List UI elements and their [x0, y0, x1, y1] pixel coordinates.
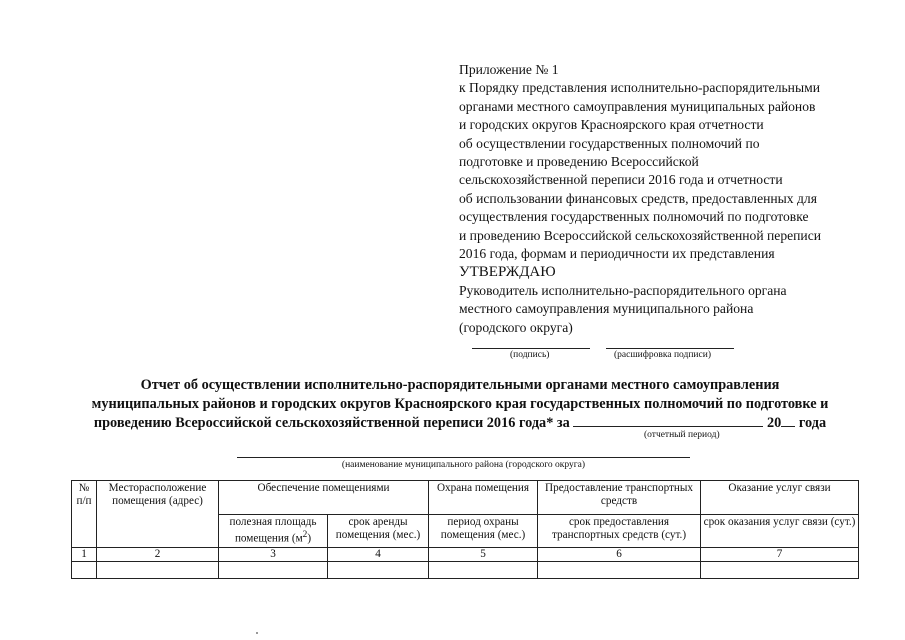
header-security: Охрана помещения: [429, 481, 538, 515]
subheader-area-text: полезная площадь помещения (м: [229, 516, 317, 545]
subheader-transport-term: срок предоставления транспортных средств (сут.): [538, 515, 701, 548]
column-number: 7: [701, 547, 859, 561]
municipality-field[interactable]: [237, 457, 690, 458]
table-row: [72, 561, 859, 578]
scan-speck: [256, 632, 258, 634]
annex-line: и городских округов Красноярского края отчетности: [459, 117, 764, 133]
municipality-caption: (наименование муниципального района (городского округа): [341, 460, 586, 470]
subheader-area-sup: 2: [302, 530, 308, 540]
reporting-period-field[interactable]: [573, 413, 763, 427]
table-cell[interactable]: [219, 561, 328, 578]
annex-line: об осуществлении государственных полномочий по: [459, 135, 760, 151]
column-number: 5: [429, 547, 538, 561]
table-cell[interactable]: [72, 561, 97, 578]
annex-line: органами местного самоуправления муниципальных районов: [459, 98, 816, 114]
subheader-area-end: ): [307, 532, 312, 545]
annex-line: и проведению Всероссийской сельскохозяйственной переписи: [459, 227, 822, 243]
annex-line: подготовке и проведению Всероссийской: [459, 154, 699, 170]
approval-line: Руководитель исполнительно-распорядительного органа: [459, 283, 787, 298]
decipher-caption: (расшифровка подписи): [614, 350, 711, 360]
year-prefix: 20: [766, 415, 782, 431]
annex-line: 2016 года, формам и периодичности их представления: [459, 246, 775, 262]
header-num: № п/п: [72, 481, 97, 548]
table-cell[interactable]: [429, 561, 538, 578]
report-title-prefix: проведению Всероссийской сельскохозяйственной переписи 2016 года* за: [93, 415, 570, 431]
approval-line: местного самоуправления муниципального района: [459, 301, 754, 317]
report-table: [71, 480, 859, 579]
report-title-line: [40, 413, 880, 433]
period-caption: (отчетный период): [644, 430, 720, 440]
column-number: 2: [97, 547, 219, 561]
subheader-rent: срок аренды помещения (мес.): [328, 515, 429, 548]
subheader-area: [219, 515, 328, 548]
header-communication: Оказание услуг связи: [701, 481, 859, 515]
signature-field[interactable]: [472, 348, 590, 349]
annex-line: сельскохозяйственной переписи 2016 года и отчетности: [459, 172, 783, 188]
table-header-row: [72, 481, 859, 515]
report-title-line: муниципальных районов и городских округов Красноярского края государственных полномочий по подготовке и: [91, 395, 829, 412]
column-number: 6: [538, 547, 701, 561]
annex-line: к Порядку представления исполнительно-распорядительными: [459, 80, 820, 96]
table-numbering-row: [72, 547, 859, 561]
annex-title: Приложение № 1: [459, 62, 559, 77]
table-cell[interactable]: [538, 561, 701, 578]
signature-caption: (подпись): [510, 350, 550, 360]
annex-line: осуществления государственных полномочий по подготовке: [459, 209, 809, 225]
approval-heading: УТВЕРЖДАЮ: [459, 264, 556, 280]
column-number: 4: [328, 547, 429, 561]
header-transport: Предоставление транспортных средств: [538, 481, 701, 515]
table-cell[interactable]: [328, 561, 429, 578]
year-field[interactable]: [781, 413, 795, 427]
report-title: [40, 376, 880, 433]
report-title-line: Отчет об осуществлении исполнительно-распорядительными органами местного самоуправления: [140, 377, 780, 393]
subheader-comm-term: срок оказания услуг связи (сут.): [701, 515, 859, 548]
approval-line: (городского округа): [459, 319, 573, 335]
approval-block: [459, 262, 879, 337]
annex-header: [459, 61, 879, 263]
table-cell[interactable]: [701, 561, 859, 578]
column-number: 3: [219, 547, 328, 561]
subheader-security-period: период охраны помещения (мес.): [429, 515, 538, 548]
column-number: 1: [72, 547, 97, 561]
year-suffix: года: [798, 415, 827, 431]
decipher-field[interactable]: [606, 348, 734, 349]
table-cell[interactable]: [97, 561, 219, 578]
header-location: Месторасположение помещения (адрес): [97, 481, 219, 548]
header-premises: Обеспечение помещениями: [219, 481, 429, 515]
annex-line: об использовании финансовых средств, предоставленных для: [459, 190, 817, 206]
